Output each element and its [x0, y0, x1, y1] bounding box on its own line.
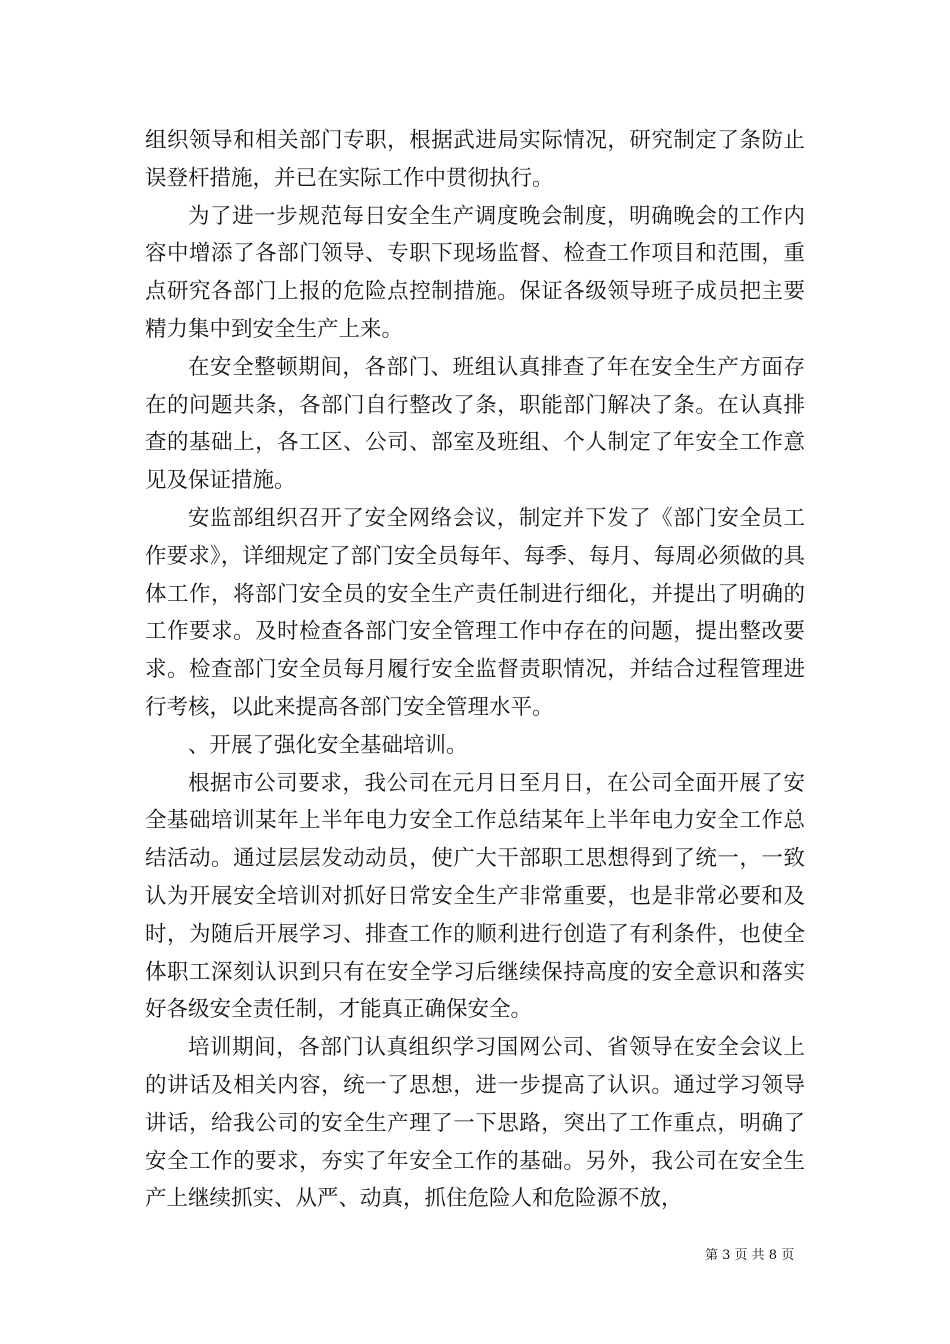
- paragraph-6: 培训期间，各部门认真组织学习国网公司、省领导在安全会议上的讲话及相关内容，统一了思想，进一步提高了认识。通过学习领导讲话，给我公司的安全生产理了一下思路，突出了工作重点，明确了安全工作的要求，夯实了年安全工作的基础。另外，我公司在安全生产上继续抓实、从严、动真，抓住危险人和危险源不放，: [145, 1035, 805, 1212]
- paragraph-2: 为了进一步规范每日安全生产调度晚会制度，明确晚会的工作内容中增添了各部门领导、专职下现场监督、检查工作项目和范围，重点研究各部门上报的危险点控制措施。保证各级领导班子成员把主要精力集中到安全生产上来。: [145, 203, 805, 342]
- paragraph-3: 在安全整顿期间，各部门、班组认真排查了年在安全生产方面存在的问题共条，各部门自行整改了条，职能部门解决了条。在认真排查的基础上，各工区、公司、部室及班组、个人制定了年安全工作意见及保证措施。: [145, 354, 805, 494]
- paragraph-4: 安监部组织召开了安全网络会议，制定并下发了《部门安全员工作要求》，详细规定了部门安全员每年、每季、每月、每周必须做的具体工作，将部门安全员的安全生产责任制进行细化，并提出了明确的工作要求。及时检查各部门安全管理工作中存在的问题，提出整改要求。检查部门安全员每月履行安全监督责职情况，并结合过程管理进行考核，以此来提高各部门安全管理水平。: [145, 505, 805, 720]
- document-body: [145, 122, 805, 1218]
- page-number-footer: 第 3 页 共 8 页: [705, 1248, 795, 1263]
- paragraph-5: 根据市公司要求，我公司在元月日至月日，在公司全面开展了安全基础培训某年上半年电力安全工作总结某年上半年电力安全工作总结活动。通过层层发动动员，使广大干部职工思想得到了统一，一致认为开展安全培训对抓好日常安全生产非常重要，也是非常必要和及时，为随后开展学习、排查工作的顺利进行创造了有利条件，也使全体职工深刻认识到只有在安全学习后继续保持高度的安全意识和落实好各级安全责任制，才能真正确保安全。: [145, 770, 805, 1023]
- paragraph-1: 组织领导和相关部门专职，根据武进局实际情况，研究制定了条防止误登杆措施，并已在实际工作中贯彻执行。: [145, 128, 805, 191]
- section-heading: 、开展了强化安全基础培训。: [188, 732, 468, 758]
